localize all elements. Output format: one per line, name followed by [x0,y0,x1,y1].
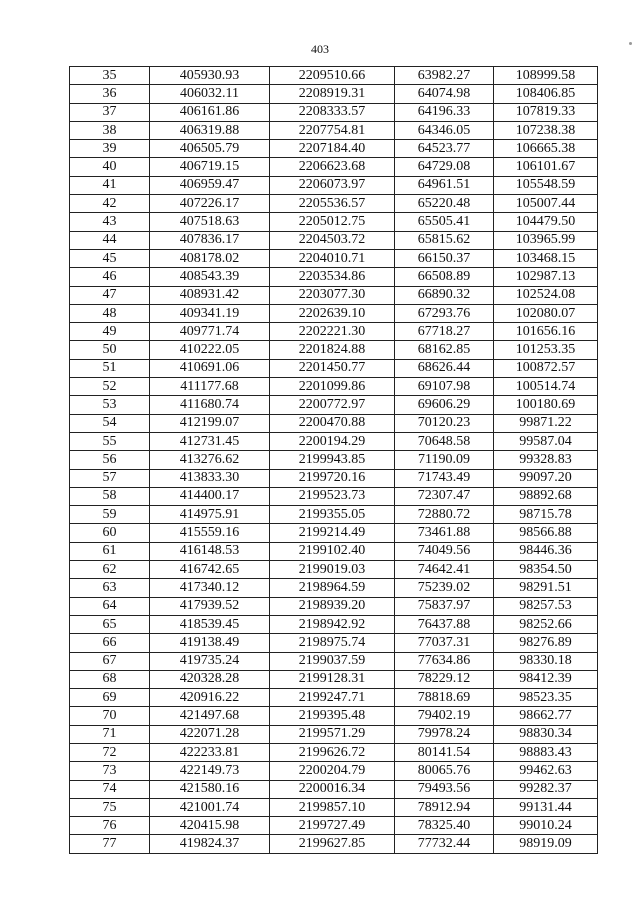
point-number-cell: 62 [70,561,150,579]
point-number-cell: 47 [70,286,150,304]
value-c-cell: 64729.08 [395,158,494,176]
value-a-cell: 406505.79 [150,140,270,158]
table-row [70,249,598,267]
value-d-cell: 102524.08 [494,286,598,304]
value-b-cell: 2199626.72 [270,743,395,761]
table-row [70,579,598,597]
value-a-cell: 418539.45 [150,615,270,633]
value-c-cell: 66890.32 [395,286,494,304]
value-c-cell: 64961.51 [395,176,494,194]
value-c-cell: 65505.41 [395,213,494,231]
value-a-cell: 410222.05 [150,341,270,359]
value-d-cell: 98291.51 [494,579,598,597]
table-row [70,487,598,505]
value-a-cell: 407836.17 [150,231,270,249]
value-d-cell: 102080.07 [494,304,598,322]
value-c-cell: 77634.86 [395,652,494,670]
point-number-cell: 71 [70,725,150,743]
value-d-cell: 98662.77 [494,707,598,725]
value-d-cell: 101253.35 [494,341,598,359]
value-c-cell: 65815.62 [395,231,494,249]
value-c-cell: 79493.56 [395,780,494,798]
value-b-cell: 2199247.71 [270,689,395,707]
value-d-cell: 105548.59 [494,176,598,194]
value-d-cell: 99282.37 [494,780,598,798]
value-b-cell: 2198975.74 [270,634,395,652]
value-c-cell: 77037.31 [395,634,494,652]
value-a-cell: 407226.17 [150,195,270,213]
value-b-cell: 2202221.30 [270,323,395,341]
value-c-cell: 74642.41 [395,561,494,579]
table-row [70,304,598,322]
value-c-cell: 68162.85 [395,341,494,359]
table-row [70,268,598,286]
value-a-cell: 405930.93 [150,67,270,85]
table-row [70,542,598,560]
value-d-cell: 104479.50 [494,213,598,231]
point-number-cell: 40 [70,158,150,176]
value-b-cell: 2201099.86 [270,378,395,396]
point-number-cell: 60 [70,524,150,542]
point-number-cell: 55 [70,432,150,450]
value-b-cell: 2201824.88 [270,341,395,359]
value-b-cell: 2206073.97 [270,176,395,194]
value-a-cell: 419138.49 [150,634,270,652]
value-b-cell: 2207754.81 [270,121,395,139]
table-row [70,817,598,835]
value-d-cell: 98523.35 [494,689,598,707]
value-a-cell: 420415.98 [150,817,270,835]
value-b-cell: 2199128.31 [270,670,395,688]
table-row [70,670,598,688]
value-c-cell: 78912.94 [395,798,494,816]
value-b-cell: 2199720.16 [270,469,395,487]
value-b-cell: 2199037.59 [270,652,395,670]
table-row [70,103,598,121]
point-number-cell: 51 [70,359,150,377]
point-number-cell: 76 [70,817,150,835]
value-b-cell: 2198964.59 [270,579,395,597]
value-d-cell: 99131.44 [494,798,598,816]
value-a-cell: 411680.74 [150,396,270,414]
value-d-cell: 98883.43 [494,743,598,761]
table-row [70,725,598,743]
value-a-cell: 414400.17 [150,487,270,505]
value-b-cell: 2202639.10 [270,304,395,322]
point-number-cell: 73 [70,762,150,780]
value-b-cell: 2201450.77 [270,359,395,377]
value-b-cell: 2203534.86 [270,268,395,286]
value-c-cell: 71190.09 [395,451,494,469]
value-c-cell: 64523.77 [395,140,494,158]
table-row [70,597,598,615]
point-number-cell: 65 [70,615,150,633]
value-a-cell: 410691.06 [150,359,270,377]
value-c-cell: 63982.27 [395,67,494,85]
value-d-cell: 98412.39 [494,670,598,688]
value-b-cell: 2204503.72 [270,231,395,249]
table-row [70,195,598,213]
value-d-cell: 100180.69 [494,396,598,414]
value-c-cell: 75239.02 [395,579,494,597]
table-row [70,634,598,652]
point-number-cell: 75 [70,798,150,816]
value-c-cell: 77732.44 [395,835,494,853]
point-number-cell: 66 [70,634,150,652]
value-c-cell: 78325.40 [395,817,494,835]
value-c-cell: 75837.97 [395,597,494,615]
point-number-cell: 37 [70,103,150,121]
value-b-cell: 2208333.57 [270,103,395,121]
value-a-cell: 412199.07 [150,414,270,432]
table-row [70,469,598,487]
value-d-cell: 105007.44 [494,195,598,213]
table-row [70,85,598,103]
value-d-cell: 100872.57 [494,359,598,377]
value-b-cell: 2199857.10 [270,798,395,816]
point-number-cell: 52 [70,378,150,396]
table-row [70,323,598,341]
value-c-cell: 64346.05 [395,121,494,139]
value-c-cell: 72307.47 [395,487,494,505]
table-row [70,615,598,633]
point-number-cell: 59 [70,506,150,524]
value-d-cell: 98330.18 [494,652,598,670]
value-a-cell: 411177.68 [150,378,270,396]
value-b-cell: 2208919.31 [270,85,395,103]
value-a-cell: 406161.86 [150,103,270,121]
point-number-cell: 63 [70,579,150,597]
value-c-cell: 80065.76 [395,762,494,780]
value-b-cell: 2200194.29 [270,432,395,450]
value-b-cell: 2199523.73 [270,487,395,505]
value-d-cell: 106665.38 [494,140,598,158]
value-d-cell: 98715.78 [494,506,598,524]
value-b-cell: 2200204.79 [270,762,395,780]
table-row [70,341,598,359]
value-a-cell: 406319.88 [150,121,270,139]
value-d-cell: 99010.24 [494,817,598,835]
value-a-cell: 416742.65 [150,561,270,579]
value-a-cell: 420916.22 [150,689,270,707]
table-row [70,158,598,176]
value-d-cell: 98830.34 [494,725,598,743]
table-row [70,231,598,249]
table-row [70,707,598,725]
table-row [70,359,598,377]
value-a-cell: 406959.47 [150,176,270,194]
value-a-cell: 422071.28 [150,725,270,743]
table-row [70,780,598,798]
value-d-cell: 98446.36 [494,542,598,560]
value-a-cell: 415559.16 [150,524,270,542]
point-number-cell: 72 [70,743,150,761]
value-d-cell: 99462.63 [494,762,598,780]
value-c-cell: 70120.23 [395,414,494,432]
value-d-cell: 108999.58 [494,67,598,85]
value-a-cell: 409341.19 [150,304,270,322]
value-a-cell: 417340.12 [150,579,270,597]
value-a-cell: 417939.52 [150,597,270,615]
scan-speck [629,42,632,45]
point-number-cell: 64 [70,597,150,615]
point-number-cell: 77 [70,835,150,853]
value-b-cell: 2198939.20 [270,597,395,615]
value-a-cell: 413833.30 [150,469,270,487]
value-b-cell: 2209510.66 [270,67,395,85]
value-c-cell: 76437.88 [395,615,494,633]
value-a-cell: 422233.81 [150,743,270,761]
value-b-cell: 2199355.05 [270,506,395,524]
value-a-cell: 414975.91 [150,506,270,524]
value-a-cell: 407518.63 [150,213,270,231]
value-c-cell: 64196.33 [395,103,494,121]
value-a-cell: 420328.28 [150,670,270,688]
table-row [70,378,598,396]
value-a-cell: 421001.74 [150,798,270,816]
table-row [70,798,598,816]
value-c-cell: 72880.72 [395,506,494,524]
point-number-cell: 57 [70,469,150,487]
point-number-cell: 43 [70,213,150,231]
point-number-cell: 44 [70,231,150,249]
value-c-cell: 65220.48 [395,195,494,213]
value-a-cell: 406032.11 [150,85,270,103]
value-c-cell: 69606.29 [395,396,494,414]
table-row [70,432,598,450]
value-b-cell: 2204010.71 [270,249,395,267]
value-c-cell: 70648.58 [395,432,494,450]
value-a-cell: 421580.16 [150,780,270,798]
value-b-cell: 2205536.57 [270,195,395,213]
value-b-cell: 2199102.40 [270,542,395,560]
value-a-cell: 419735.24 [150,652,270,670]
value-a-cell: 409771.74 [150,323,270,341]
point-number-cell: 36 [70,85,150,103]
value-b-cell: 2199019.03 [270,561,395,579]
value-d-cell: 98919.09 [494,835,598,853]
value-b-cell: 2199214.49 [270,524,395,542]
value-c-cell: 79978.24 [395,725,494,743]
table-row [70,506,598,524]
value-c-cell: 66508.89 [395,268,494,286]
value-d-cell: 101656.16 [494,323,598,341]
point-number-cell: 74 [70,780,150,798]
table-row [70,286,598,304]
value-d-cell: 98252.66 [494,615,598,633]
value-a-cell: 406719.15 [150,158,270,176]
value-d-cell: 100514.74 [494,378,598,396]
value-d-cell: 108406.85 [494,85,598,103]
value-b-cell: 2200470.88 [270,414,395,432]
point-number-cell: 58 [70,487,150,505]
value-d-cell: 99097.20 [494,469,598,487]
point-number-cell: 53 [70,396,150,414]
point-number-cell: 54 [70,414,150,432]
value-a-cell: 408931.42 [150,286,270,304]
point-number-cell: 42 [70,195,150,213]
table-row [70,689,598,707]
value-d-cell: 98257.53 [494,597,598,615]
value-c-cell: 78229.12 [395,670,494,688]
value-b-cell: 2200772.97 [270,396,395,414]
table-row [70,396,598,414]
table-row [70,213,598,231]
table-row [70,414,598,432]
table-row [70,524,598,542]
value-d-cell: 106101.67 [494,158,598,176]
table-row [70,140,598,158]
value-c-cell: 79402.19 [395,707,494,725]
table-row [70,121,598,139]
value-c-cell: 64074.98 [395,85,494,103]
value-b-cell: 2205012.75 [270,213,395,231]
point-number-cell: 56 [70,451,150,469]
value-b-cell: 2199395.48 [270,707,395,725]
point-number-cell: 61 [70,542,150,560]
value-b-cell: 2199627.85 [270,835,395,853]
table-row [70,561,598,579]
value-c-cell: 71743.49 [395,469,494,487]
value-d-cell: 98566.88 [494,524,598,542]
value-b-cell: 2199571.29 [270,725,395,743]
point-number-cell: 68 [70,670,150,688]
coordinate-table [69,66,598,854]
value-a-cell: 413276.62 [150,451,270,469]
value-c-cell: 69107.98 [395,378,494,396]
point-number-cell: 70 [70,707,150,725]
value-a-cell: 408543.39 [150,268,270,286]
value-a-cell: 419824.37 [150,835,270,853]
table-row [70,762,598,780]
point-number-cell: 35 [70,67,150,85]
value-c-cell: 67293.76 [395,304,494,322]
value-a-cell: 422149.73 [150,762,270,780]
point-number-cell: 38 [70,121,150,139]
point-number-cell: 39 [70,140,150,158]
value-b-cell: 2207184.40 [270,140,395,158]
value-c-cell: 68626.44 [395,359,494,377]
page-number: 403 [311,42,329,56]
value-c-cell: 80141.54 [395,743,494,761]
value-b-cell: 2199727.49 [270,817,395,835]
point-number-cell: 41 [70,176,150,194]
table-row [70,835,598,853]
value-d-cell: 103468.15 [494,249,598,267]
value-d-cell: 98354.50 [494,561,598,579]
table-row [70,67,598,85]
value-d-cell: 99871.22 [494,414,598,432]
point-number-cell: 49 [70,323,150,341]
value-d-cell: 102987.13 [494,268,598,286]
value-c-cell: 74049.56 [395,542,494,560]
value-c-cell: 78818.69 [395,689,494,707]
point-number-cell: 69 [70,689,150,707]
value-b-cell: 2199943.85 [270,451,395,469]
value-b-cell: 2206623.68 [270,158,395,176]
table-row [70,652,598,670]
table-row [70,743,598,761]
value-d-cell: 99587.04 [494,432,598,450]
value-c-cell: 66150.37 [395,249,494,267]
value-b-cell: 2200016.34 [270,780,395,798]
value-b-cell: 2198942.92 [270,615,395,633]
point-number-cell: 45 [70,249,150,267]
point-number-cell: 46 [70,268,150,286]
value-c-cell: 73461.88 [395,524,494,542]
point-number-cell: 48 [70,304,150,322]
value-d-cell: 107819.33 [494,103,598,121]
value-d-cell: 107238.38 [494,121,598,139]
value-a-cell: 412731.45 [150,432,270,450]
value-c-cell: 67718.27 [395,323,494,341]
value-d-cell: 103965.99 [494,231,598,249]
value-a-cell: 421497.68 [150,707,270,725]
value-a-cell: 408178.02 [150,249,270,267]
table-row [70,451,598,469]
point-number-cell: 50 [70,341,150,359]
value-d-cell: 99328.83 [494,451,598,469]
value-b-cell: 2203077.30 [270,286,395,304]
value-a-cell: 416148.53 [150,542,270,560]
value-d-cell: 98892.68 [494,487,598,505]
point-number-cell: 67 [70,652,150,670]
value-d-cell: 98276.89 [494,634,598,652]
table-body [70,67,598,854]
table-row [70,176,598,194]
